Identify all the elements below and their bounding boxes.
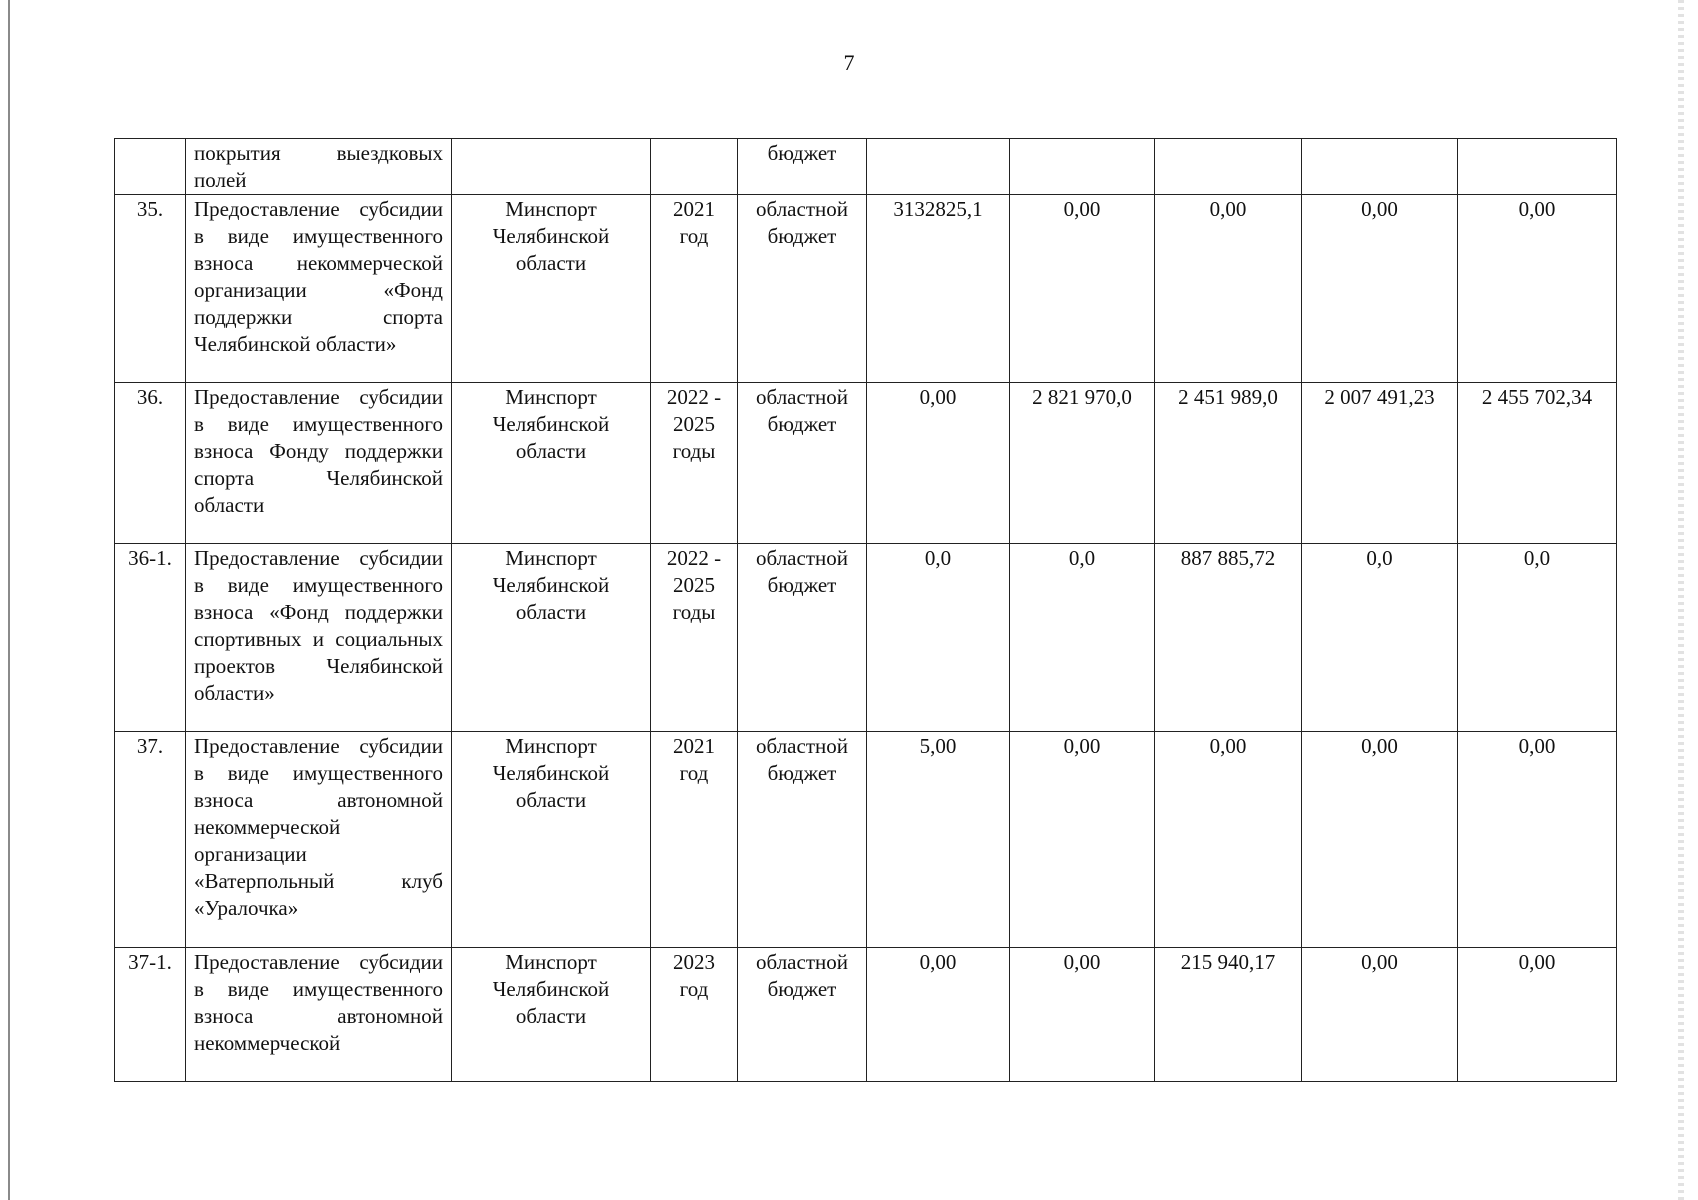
page-number: 7	[843, 50, 855, 75]
value-2025: 2 455 702,34	[1458, 383, 1617, 544]
period: 2023 год	[651, 948, 738, 1082]
funding-source: областной бюджет	[738, 195, 867, 383]
value-2024: 0,00	[1302, 732, 1458, 948]
value-2021	[867, 139, 1010, 195]
funding-source: областной бюджет	[738, 732, 867, 948]
value-2022: 0,00	[1010, 732, 1155, 948]
value-2025: 0,00	[1458, 948, 1617, 1082]
value-2021: 5,00	[867, 732, 1010, 948]
measure-name: Предоставление субсидии в виде имущественного взноса некоммерческой организации «Фонд поддержки спорта Челябинской области»	[186, 195, 452, 383]
value-2021: 0,0	[867, 544, 1010, 732]
value-2025: 0,0	[1458, 544, 1617, 732]
value-2023: 2 451 989,0	[1155, 383, 1302, 544]
value-2021: 0,00	[867, 948, 1010, 1082]
value-2024: 2 007 491,23	[1302, 383, 1458, 544]
value-2023: 0,00	[1155, 195, 1302, 383]
period: 2021 год	[651, 732, 738, 948]
row-number: 35.	[115, 195, 186, 383]
value-2023: 887 885,72	[1155, 544, 1302, 732]
value-2021: 0,00	[867, 383, 1010, 544]
value-2021: 3132825,1	[867, 195, 1010, 383]
value-2023: 0,00	[1155, 732, 1302, 948]
table-row	[115, 383, 1617, 544]
measure-name: Предоставление субсидии в виде имущественного взноса «Фонд поддержки спортивных и социальных проектов Челябинской области»	[186, 544, 452, 732]
row-number: 36.	[115, 383, 186, 544]
row-number: 36-1.	[115, 544, 186, 732]
value-2025: 0,00	[1458, 195, 1617, 383]
row-number: 37.	[115, 732, 186, 948]
value-2024: 0,00	[1302, 948, 1458, 1082]
funding-source: областной бюджет	[738, 383, 867, 544]
value-2022: 0,0	[1010, 544, 1155, 732]
value-2022: 0,00	[1010, 195, 1155, 383]
value-2022: 2 821 970,0	[1010, 383, 1155, 544]
value-2025: 0,00	[1458, 732, 1617, 948]
funding-source: областной бюджет	[738, 948, 867, 1082]
executor: Минспорт Челябинской области	[452, 544, 651, 732]
value-2024: 0,0	[1302, 544, 1458, 732]
scan-edge-right	[1678, 0, 1684, 1200]
period	[651, 139, 738, 195]
value-2022: 0,00	[1010, 948, 1155, 1082]
executor: Минспорт Челябинской области	[452, 948, 651, 1082]
measure-name: Предоставление субсидии в виде имущественного взноса автономной некоммерческой организации «Ватерпольный клуб «Уралочка»	[186, 732, 452, 948]
measure-name: Предоставление субсидии в виде имущественного взноса автономной некоммерческой	[186, 948, 452, 1082]
value-2025	[1458, 139, 1617, 195]
value-2023	[1155, 139, 1302, 195]
executor: Минспорт Челябинской области	[452, 732, 651, 948]
table-row	[115, 732, 1617, 948]
value-2023: 215 940,17	[1155, 948, 1302, 1082]
table-row	[115, 139, 1617, 195]
row-number	[115, 139, 186, 195]
table-row	[115, 948, 1617, 1082]
period: 2021 год	[651, 195, 738, 383]
funding-source: бюджет	[738, 139, 867, 195]
measure-name: покрытия выездковых полей	[186, 139, 452, 195]
funding-source: областной бюджет	[738, 544, 867, 732]
budget-table	[114, 138, 1617, 1082]
table-row	[115, 544, 1617, 732]
period: 2022 - 2025 годы	[651, 544, 738, 732]
table-row	[115, 195, 1617, 383]
value-2024: 0,00	[1302, 195, 1458, 383]
scan-edge-left	[8, 0, 10, 1200]
value-2022	[1010, 139, 1155, 195]
measure-name: Предоставление субсидии в виде имущественного взноса Фонду поддержки спорта Челябинской области	[186, 383, 452, 544]
period: 2022 - 2025 годы	[651, 383, 738, 544]
row-number: 37-1.	[115, 948, 186, 1082]
executor	[452, 139, 651, 195]
executor: Минспорт Челябинской области	[452, 195, 651, 383]
executor: Минспорт Челябинской области	[452, 383, 651, 544]
value-2024	[1302, 139, 1458, 195]
